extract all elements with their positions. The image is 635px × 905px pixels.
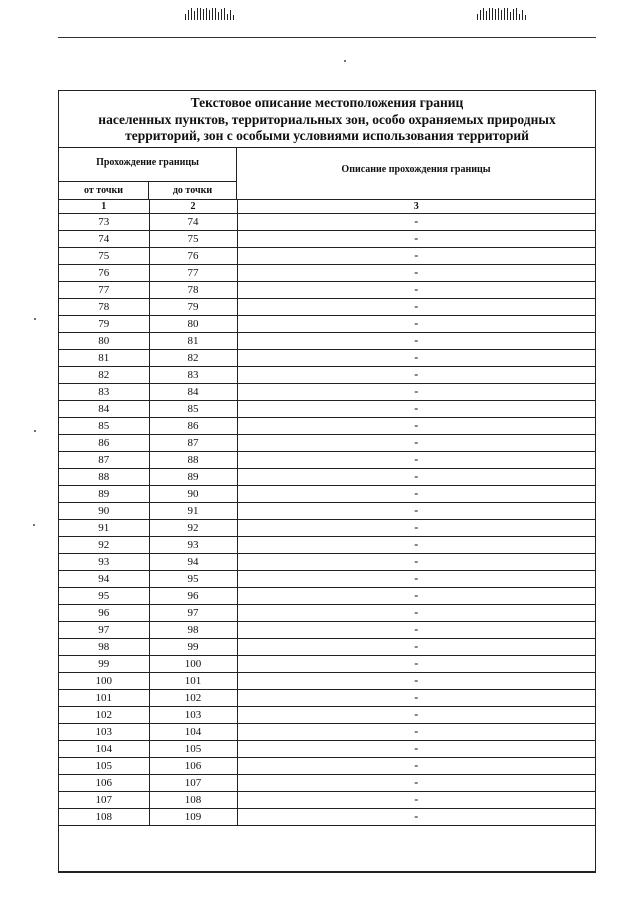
scan-speck [33,524,35,526]
to-point-cell: 82 [149,349,237,366]
from-point-cell: 77 [59,281,149,298]
description-cell: - [237,604,595,621]
to-point-cell: 78 [149,281,237,298]
description-cell: - [237,791,595,808]
to-point-cell: 89 [149,468,237,485]
column-number: 1 [59,200,149,213]
description-cell: - [237,315,595,332]
table-row [59,468,595,485]
from-point-cell: 91 [59,519,149,536]
table-row [59,213,595,230]
from-point-cell: 94 [59,570,149,587]
description-cell: - [237,502,595,519]
description-cell: - [237,638,595,655]
table-row [59,264,595,281]
description-cell: - [237,264,595,281]
from-point-cell: 87 [59,451,149,468]
to-point-cell: 87 [149,434,237,451]
to-point-cell: 99 [149,638,237,655]
from-point-cell: 105 [59,757,149,774]
to-point-cell: 98 [149,621,237,638]
table-row [59,519,595,536]
to-point-cell: 85 [149,400,237,417]
description-cell: - [237,349,595,366]
from-point-cell: 82 [59,366,149,383]
to-point-cell: 84 [149,383,237,400]
description-cell: - [237,621,595,638]
from-point-cell: 100 [59,672,149,689]
to-point-cell: 107 [149,774,237,791]
column-number: 2 [149,200,237,213]
description-cell: - [237,808,595,825]
to-point-cell: 88 [149,451,237,468]
table-row [59,230,595,247]
top-rule [58,37,596,38]
to-point-cell: 81 [149,332,237,349]
from-point-cell: 99 [59,655,149,672]
description-cell: - [237,774,595,791]
column-header-description: Описание прохождения границы [341,164,491,175]
description-cell: - [237,298,595,315]
table-row [59,791,595,808]
to-point-cell: 101 [149,672,237,689]
to-point-cell: 105 [149,740,237,757]
from-point-cell: 92 [59,536,149,553]
table-row [59,723,595,740]
from-point-cell: 104 [59,740,149,757]
from-point-cell: 86 [59,434,149,451]
to-point-cell: 106 [149,757,237,774]
table-row [59,672,595,689]
description-cell: - [237,757,595,774]
to-point-cell: 80 [149,315,237,332]
description-cell: - [237,281,595,298]
table-row [59,638,595,655]
barcode-right-icon [477,8,526,20]
group-header-boundary-pass: Прохождение границы [59,148,237,182]
to-point-cell: 79 [149,298,237,315]
from-point-cell: 81 [59,349,149,366]
table-row [59,451,595,468]
to-point-cell: 92 [149,519,237,536]
table-row [59,774,595,791]
from-point-cell: 85 [59,417,149,434]
from-point-cell: 78 [59,298,149,315]
to-point-cell: 86 [149,417,237,434]
table-row [59,281,595,298]
to-point-cell: 95 [149,570,237,587]
barcode-left-icon [185,8,234,20]
from-point-cell: 90 [59,502,149,519]
table-row [59,689,595,706]
description-cell: - [237,723,595,740]
description-cell: - [237,434,595,451]
from-point-cell: 101 [59,689,149,706]
description-cell: - [237,553,595,570]
from-point-cell: 107 [59,791,149,808]
table-row [59,434,595,451]
table-row [59,485,595,502]
table-row [59,315,595,332]
to-point-cell: 97 [149,604,237,621]
table-row [59,349,595,366]
table-row [59,655,595,672]
from-point-cell: 79 [59,315,149,332]
from-point-cell: 89 [59,485,149,502]
to-point-cell: 90 [149,485,237,502]
table-row [59,587,595,604]
points-table [59,200,595,826]
to-point-cell: 94 [149,553,237,570]
from-point-cell: 108 [59,808,149,825]
table-row [59,366,595,383]
column-header-from: от точки [59,182,149,200]
column-header-to: до точки [149,182,237,200]
from-point-cell: 103 [59,723,149,740]
description-cell: - [237,451,595,468]
from-point-cell: 93 [59,553,149,570]
table-row [59,298,595,315]
description-cell: - [237,366,595,383]
description-cell: - [237,570,595,587]
from-point-cell: 95 [59,587,149,604]
description-cell: - [237,587,595,604]
table-row [59,808,595,825]
from-point-cell: 73 [59,213,149,230]
table-row [59,621,595,638]
description-cell: - [237,213,595,230]
to-point-cell: 75 [149,230,237,247]
to-point-cell: 83 [149,366,237,383]
from-point-cell: 96 [59,604,149,621]
boundary-description-table [58,90,596,873]
from-point-cell: 98 [59,638,149,655]
table-row [59,332,595,349]
to-point-cell: 109 [149,808,237,825]
description-cell: - [237,332,595,349]
to-point-cell: 93 [149,536,237,553]
to-point-cell: 77 [149,264,237,281]
from-point-cell: 97 [59,621,149,638]
title-line: территорий, зон с особыми условиями использования территорий [125,128,529,143]
description-cell: - [237,468,595,485]
description-cell: - [237,519,595,536]
description-cell: - [237,706,595,723]
table-row [59,536,595,553]
from-point-cell: 75 [59,247,149,264]
to-point-cell: 91 [149,502,237,519]
to-point-cell: 108 [149,791,237,808]
table-row [59,417,595,434]
table-row [59,757,595,774]
from-point-cell: 76 [59,264,149,281]
table-title [59,91,595,148]
to-point-cell: 104 [149,723,237,740]
to-point-cell: 96 [149,587,237,604]
to-point-cell: 74 [149,213,237,230]
description-cell: - [237,655,595,672]
table-row [59,604,595,621]
scan-speck [344,60,346,62]
from-point-cell: 102 [59,706,149,723]
description-cell: - [237,672,595,689]
from-point-cell: 83 [59,383,149,400]
table-row [59,553,595,570]
to-point-cell: 102 [149,689,237,706]
description-cell: - [237,247,595,264]
description-cell: - [237,417,595,434]
description-cell: - [237,740,595,757]
from-point-cell: 80 [59,332,149,349]
table-row [59,400,595,417]
table-row [59,740,595,757]
table-row [59,570,595,587]
description-cell: - [237,536,595,553]
description-cell: - [237,400,595,417]
to-point-cell: 76 [149,247,237,264]
description-cell: - [237,485,595,502]
table-row [59,706,595,723]
to-point-cell: 100 [149,655,237,672]
description-cell: - [237,689,595,706]
title-line: Текстовое описание местоположения границ [190,95,464,110]
title-line: населенных пунктов, территориальных зон, особо охраняемых природных [98,111,556,127]
scan-speck [34,318,36,320]
column-number-row [59,200,595,213]
from-point-cell: 106 [59,774,149,791]
description-cell: - [237,230,595,247]
table-row [59,502,595,519]
from-point-cell: 74 [59,230,149,247]
from-point-cell: 84 [59,400,149,417]
from-point-cell: 88 [59,468,149,485]
description-cell: - [237,383,595,400]
scan-speck [34,430,36,432]
table-row [59,247,595,264]
column-number: 3 [237,200,595,213]
to-point-cell: 103 [149,706,237,723]
table-row [59,383,595,400]
column-headers [59,148,595,200]
